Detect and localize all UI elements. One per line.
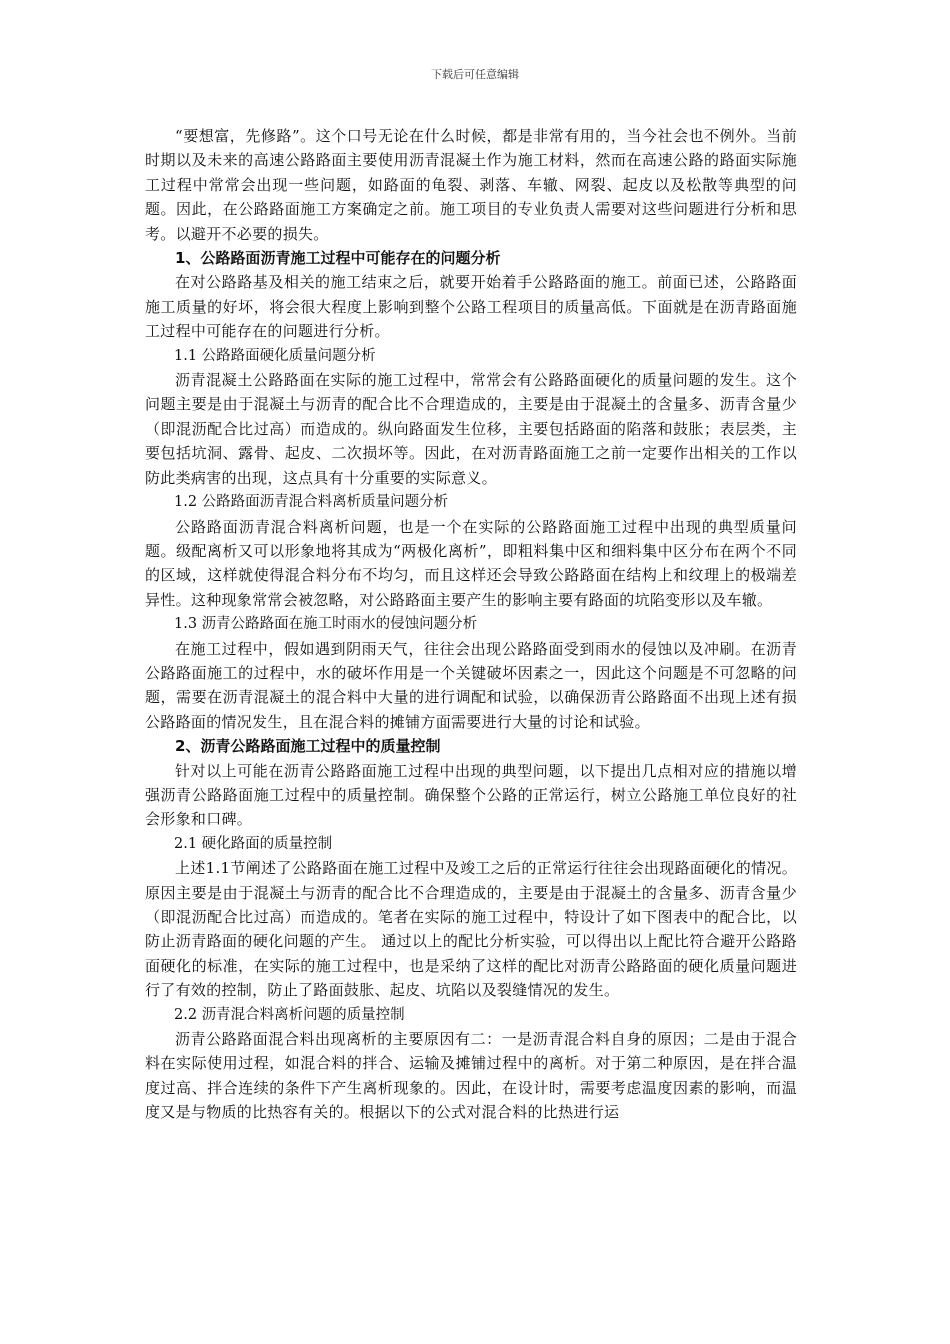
- section-1-heading: 1、公路路面沥青施工过程中可能存在的问题分析: [175, 249, 501, 268]
- document-body: [145, 124, 797, 1125]
- section-2-1-paragraph: 上述1.1节阐述了公路路面在施工过程中及竣工之后的正常运行往往会出现路面硬化的情况。原因主要是由于混凝土与沥青的配合比不合理造成的，主要是由于混凝土的含量多、沥青含量少（即混沥配合比过高）而造成的。笔者在实际的施工过程中，特设计了如下图表中的配合比，以防止沥青路面的硬化问题的产生。 通过以上的配比分析实验，可以得出以上配比符合避开公路路面硬化的标准，在实际的施工过程中，也是采纳了这样的配比对沥青公路路面的硬化质量问题进行了有效的控制，防止了路面鼓胀、起皮、坑陷以及裂缝情况的发生。: [145, 859, 797, 1000]
- section-2-1-heading: 2.1 硬化路面的质量控制: [174, 835, 333, 852]
- section-1-2-paragraph: 公路路面沥青混合料离析问题，也是一个在实际的公路路面施工过程中出现的典型质量问题。级配离析又可以形象地将其成为“两极化离析”，即粗料集中区和细料集中区分布在两个不同的区域，这样就使得混合料分布不均匀，而且这样还会导致公路路面在结构上和纹理上的极端差异性。这种现象常常会被忽略，对公路路面主要产生的影响主要有路面的坑陷变形以及车辙。: [145, 517, 797, 609]
- section-2-2-heading: 2.2 沥青混合料离析问题的质量控制: [174, 1006, 405, 1023]
- section-1-1-paragraph: 沥青混凝土公路路面在实际的施工过程中，常常会有公路路面硬化的质量问题的发生。这个问题主要是由于混凝土与沥青的配合比不合理造成的，主要是由于混凝土的含量多、沥青含量少（即混沥配合比过高）而造成的。纵向路面发生位移，主要包括路面的陷落和鼓胀；表层类，主要包括坑洞、露骨、起皮、二次损坏等。因此，在对沥青路面施工之前一定要作出相关的工作以防此类病害的出现，这点具有十分重要的实际意义。: [145, 371, 797, 487]
- section-1-3-paragraph: 在施工过程中，假如遇到阴雨天气，往往会出现公路路面受到雨水的侵蚀以及冲刷。在沥青公路路面施工的过程中，水的破坏作用是一个关键破坏因素之一，因此这个问题是不可忽略的问题，需要在沥青混凝土的混合料中大量的进行调配和试验，以确保沥青公路路面不出现上述有损公路路面的情况发生，且在混合料的摊铺方面需要进行大量的讨论和试验。: [145, 639, 797, 731]
- page-header: 下载后可任意编辑: [431, 68, 519, 81]
- intro-paragraph: “要想富，先修路”。这个口号无论在什么时候，都是非常有用的，当今社会也不例外。当前时期以及未来的高速公路路面主要使用沥青混凝土作为施工材料，然而在高速公路的路面实际施工过程中常常会出现一些问题，如路面的龟裂、剥落、车辙、网裂、起皮以及松散等典型的问题。因此，在公路路面施工方案确定之前。施工项目的专业负责人需要对这些问题进行分析和思考。以避开不必要的损失。: [145, 127, 797, 243]
- section-1-2-heading: 1.2 公路路面沥青混合料离析质量问题分析: [174, 494, 449, 511]
- section-1-1-heading: 1.1 公路路面硬化质量问题分析: [174, 347, 376, 364]
- section-1-3-heading: 1.3 沥青公路路面在施工时雨水的侵蚀问题分析: [174, 616, 478, 633]
- section-2-2-paragraph: 沥青公路路面混合料出现离析的主要原因有二：一是沥青混合料自身的原因；二是由于混合料在实际使用过程，如混合料的拌合、运输及摊铺过程中的离析。对于第二种原因，是在拌合温度过高、拌合连续的条件下产生离析现象的。因此，在设计时，需要考虑温度因素的影响，而温度又是与物质的比热容有关的。根据以下的公式对混合料的比热进行运: [145, 1030, 797, 1122]
- section-2-heading: 2、沥青公路路面施工过程中的质量控制: [175, 737, 441, 756]
- section-1-paragraph: 在对公路路基及相关的施工结束之后，就要开始着手公路路面的施工。前面已述，公路路面施工质量的好坏，将会很大程度上影响到整个公路工程项目的质量高低。下面就是在沥青路面施工过程中可能存在的问题进行分析。: [145, 273, 797, 341]
- section-2-paragraph: 针对以上可能在沥青公路路面施工过程中出现的典型问题，以下提出几点相对应的措施以增强沥青公路路面施工过程中的质量控制。确保整个公路的正常运行，树立公路施工单位良好的社会形象和口碑。: [145, 761, 797, 829]
